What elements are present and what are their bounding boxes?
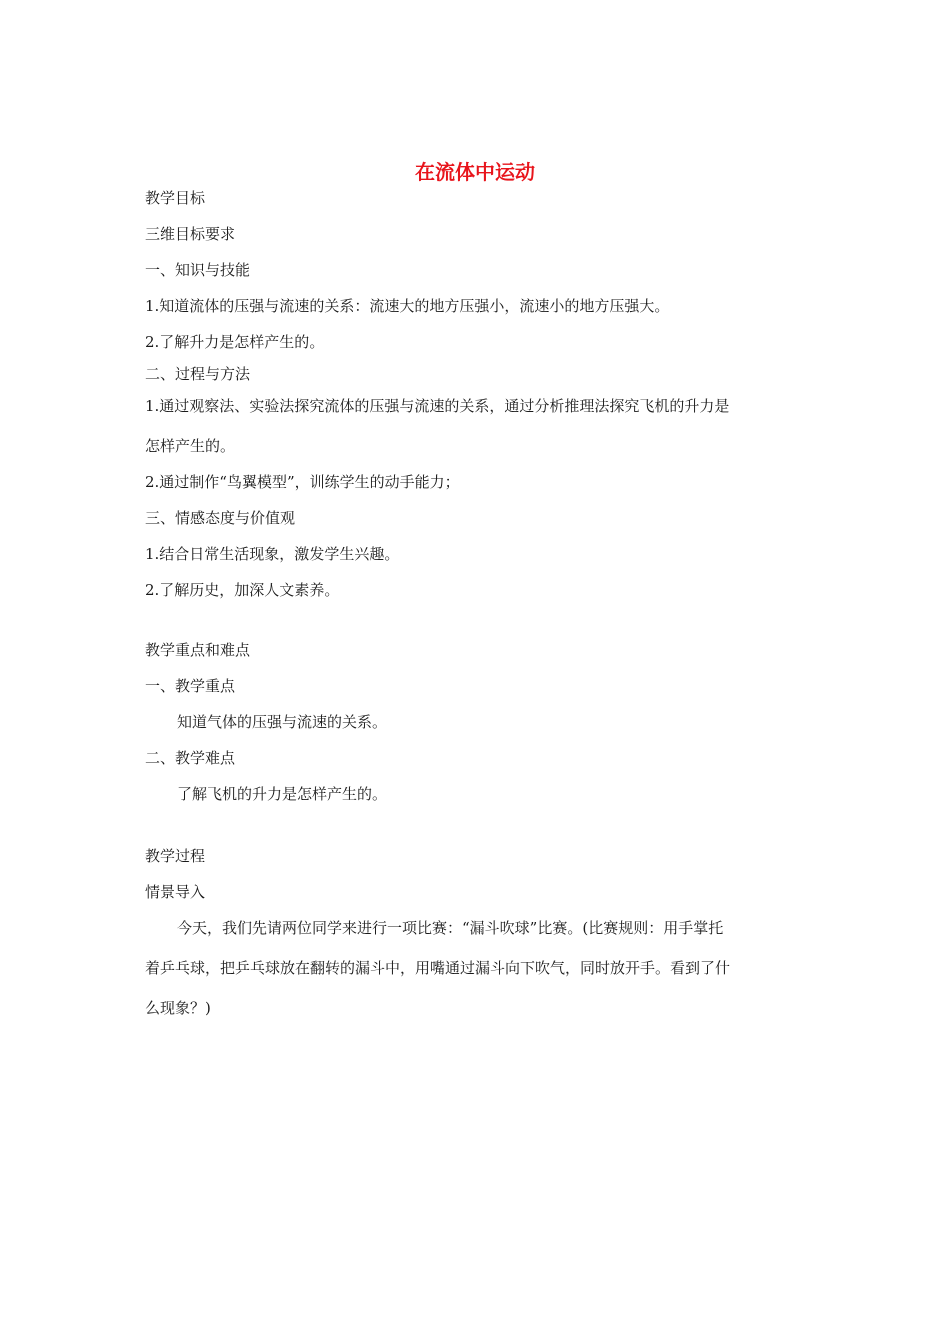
heading-scenario-intro: 情景导入 (145, 883, 206, 901)
intro-paragraph-line-3: 么现象？) (145, 999, 211, 1017)
heading-teaching-difficulty: 二、教学难点 (145, 749, 236, 767)
document-title: 在流体中运动 (415, 160, 535, 184)
attitude-item-1: 1.结合日常生活现象，激发学生兴趣。 (145, 545, 400, 563)
teaching-difficulty-text: 了解飞机的升力是怎样产生的。 (177, 785, 388, 803)
section-heading-teaching-process: 教学过程 (145, 847, 206, 865)
heading-process-methods: 二、过程与方法 (145, 365, 251, 383)
process-item-2: 2.通过制作“鸟翼模型”，训练学生的动手能力； (145, 473, 460, 491)
attitude-item-2: 2.了解历史，加深人文素养。 (145, 581, 340, 599)
intro-paragraph-line-2: 着乒乓球，把乒乓球放在翻转的漏斗中，用嘴通过漏斗向下吹气，同时放开手。看到了什 (145, 959, 731, 977)
process-item-1-line-2: 怎样产生的。 (145, 437, 236, 455)
heading-teaching-focus: 一、教学重点 (145, 677, 236, 695)
section-heading-objectives: 教学目标 (145, 189, 206, 207)
heading-knowledge-skills: 一、知识与技能 (145, 261, 251, 279)
heading-attitudes-values: 三、情感态度与价值观 (145, 509, 296, 527)
knowledge-item-2: 2.了解升力是怎样产生的。 (145, 333, 325, 351)
subheading-three-dimensional-goals: 三维目标要求 (145, 225, 236, 243)
section-heading-key-points: 教学重点和难点 (145, 641, 251, 659)
knowledge-item-1: 1.知道流体的压强与流速的关系：流速大的地方压强小，流速小的地方压强大。 (145, 297, 670, 315)
process-item-1-line-1: 1.通过观察法、实验法探究流体的压强与流速的关系，通过分析推理法探究飞机的升力是 (145, 397, 730, 415)
teaching-focus-text: 知道气体的压强与流速的关系。 (177, 713, 388, 731)
intro-paragraph-line-1: 今天，我们先请两位同学来进行一项比赛：“漏斗吹球”比赛。(比赛规则：用手掌托 (177, 919, 724, 937)
